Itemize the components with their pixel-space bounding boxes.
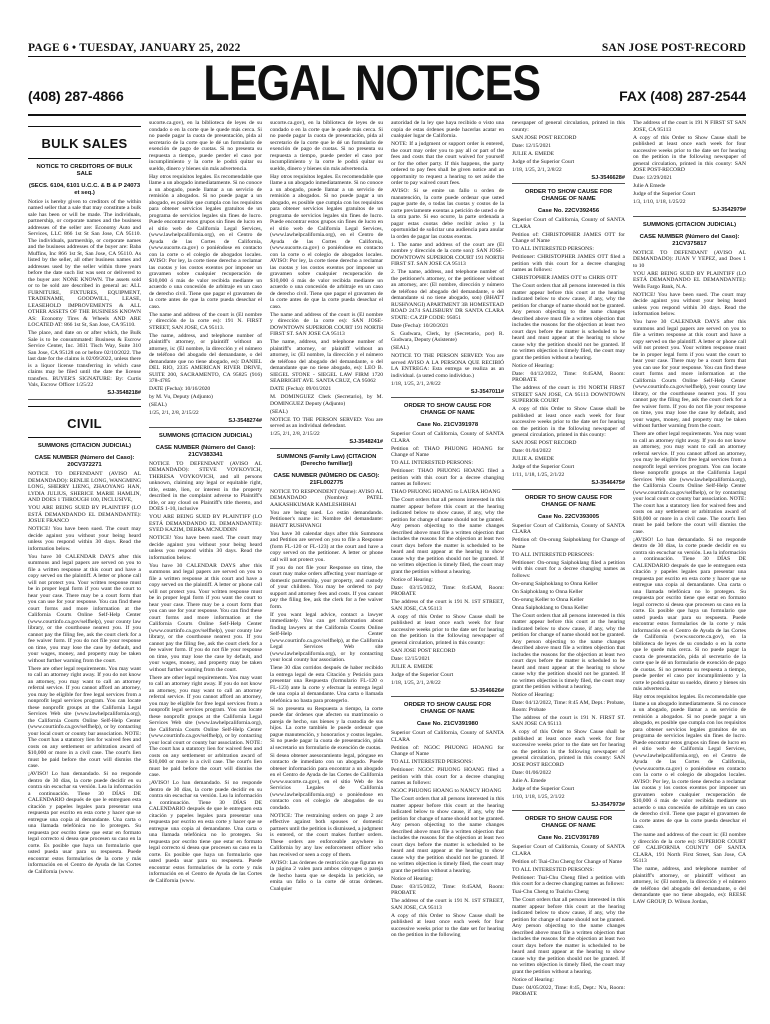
notice-paragraph: Judge of the Superior Court [512, 464, 575, 470]
notice-paragraph: Date: 01/06/2022 [512, 769, 551, 776]
notice-paragraph: TO ALL INTERESTED PERSONS: [391, 460, 473, 466]
notice-paragraph: A copy of this Order to Show Cause shall be published at least once each week for four successive weeks prior to the date set for hearing on the petition in the following [391, 912, 504, 938]
notice-paragraph: The Court orders that all persons interested in this matter appear before this court at the hearing indicated below to show cause, if any, why the petition for change of name should not be granted. Any person objecting to the name changes described above must file a written objection that includes the reasons for the objection at least two court days before the matter is scheduled to be heard and must appear at the hearing to show cause why the petition should not be granted. If no written objection is timely filed, the court may grant the petition without a hearing. [512, 612, 625, 690]
notice-paragraph: Date: 03/15/2022, Time: 8:45AM, Room: PROBATE [391, 584, 504, 597]
notice-paragraph: NOTICE! You have been sued. The court may decide against you without your being heard unless you respond within 30 days. Read the information below. [633, 291, 746, 317]
notice-column-1 [28, 120, 141, 1008]
notice-paragraph: (SEAL) [391, 345, 409, 351]
notice-paragraph: Superior Court of California, County of SANTA CLARA [512, 522, 625, 535]
notice-reference-number: SJ-3547973# [591, 801, 625, 808]
notice-paragraph: SAN JOSE POST RECORD [391, 647, 456, 654]
notice-paragraph: 1/18, 1/25, 2/1, 2/8/22 [512, 166, 562, 173]
section-rule [28, 126, 141, 127]
notice-reference-number: SJ-3546475# [591, 480, 625, 486]
notice-divider [512, 489, 625, 490]
notice-column-4 [391, 120, 504, 1008]
notice-paragraph: You have 30 CALENDAR DAYS after this summons and legal papers are served on you to file a written response at this court and have a copy served on the plaintiff. A letter or phone call will not protect you. Your written response must be in proper legal form if you want the court to hear your case. There may be a court form that you can use for your response. You can find these court forms and more information at the California Courts Online Self-Help Center (www.courtinfo.ca.gov/selfhelp), your county law library, or the courthouse nearest you. If you cannot pay the filing fee, ask the court clerk for a fee waiver form. If you do not file your response on time, you may lose the case by default, and your wages, money, and property may be taken without further warning from the court. [149, 562, 262, 673]
notice-paragraph: On Saiphoklang to Onna Keller [512, 588, 583, 595]
notice-paragraph: JULIE A. EMEDE [512, 150, 555, 157]
notice-paragraph: Judge of the Superior Court [391, 671, 454, 678]
notice-paragraph: The name, address, and telephone number of plaintiff's attorney, or plaintiff without an attorney, is: (El nombre, la dirección y el número de teléfono del abogado del demandante, o del demandante que no tiene abogado, es): LEO B. SIEGEL STONE - SIEGEL LAW FIRM 1720 SEABRIGHT AVE. SANTA CRUZ, CA 95062 [270, 339, 383, 384]
notice-paragraph: You have 30 CALENDAR DAYS after this summons and legal papers are served on you to file a written response at this court and have a copy served on the plaintiff. A letter or phone call will not protect you. Your written response must be in proper legal form if you want the court to hear your case. There may be a court form that you can use for your response. You can find these court forms and more information at the California Courts Online Self-Help Center (www.courtinfo.ca.gov/selfhelp), your county law library, or the courthouse nearest you. If you cannot pay the filing fee, ask the court clerk for a fee waiver form. If you do not file your response on time, you may lose the case by default, and your wages, money, and property may be taken without further warning from the court. [28, 553, 141, 664]
phone-number: (408) 287-4866 [28, 88, 124, 104]
notice-column-2 [149, 120, 262, 1008]
notice-paragraph: Hay otros requisitos legales. Es recomendable que llame a un abogado inmediatamente. Si no conoce a un abogado, puede llamar a un servicio de remisión a abogados. Si no puede pagar a un abogado, es posible que cumpla con los requisitos para obtener servicios legales gratuitos de un programa de servicios legales sin fines de lucro. Puede encontrar estos grupos sin fines de lucro en el sitio web de California Legal Services, (www.lawhelpcalifornia.org), en el Centro de Ayuda de las Cortes de California, (www.sucorte.ca.gov) o poniéndose en contacto con la corte o el colegio de abogados locales. AVISO: Por ley, la corte tiene derecho a reclamar las cuotas y los costos exentos por imponer un gravamen sobre cualquier recuperación de $10,000 ó más de valor recibida mediante un acuerdo o una concesión de arbitraje en un caso de derecho civil. Tiene que pagar el gravamen de la corte antes de que la corte pueda desechar el caso. [149, 173, 262, 310]
notice-reference-number: SJ-3547011# [470, 388, 504, 395]
notice-paragraph: Tsai-Chu Cheng to Tsaichu Cheng [512, 889, 589, 895]
page-header [28, 36, 746, 57]
banner-rule [28, 114, 746, 116]
notice-paragraph: The address of the court is 191 N. FIRST ST. SAN JOSE CA 95113 [512, 714, 625, 727]
notice-paragraph: The address of the court is 191 N. 1ST STREET, SAN JOSE, CA 95113 [391, 599, 504, 612]
notice-paragraph: NOTICE TO DEFENDANT (AVISO AL DEMANDADO): STEVE VOYKOVICH, THERESA VOYKOVICH, and all persons unknown, claiming any legal or equitable right, title, estate, lien, or interest in the property described in the complaint adverse to Plaintiff's title, or any cloud on Plaintiff's title thereto, and DOES 1-10, inclusive [149, 460, 262, 512]
notice-paragraph: The Court orders that all persons interested in this matter appear before this court at the hearing indicated below to show cause, if any, why the petition for change of name should not be granted. Any person objecting to the name changes described above must file a written objection that includes the reasons for the objection at least two court days before the matter is scheduled to be heard and must appear at the hearing to show cause why the petition should not be granted. If no written objection is timely filed, the court may grant the petition without a hearing. [391, 796, 504, 874]
notice-paragraph: DATE (Fecha): 10/16/2020 [149, 386, 211, 392]
notice-paragraph: 1/3, 1/10, 1/18, 1/25/22 [633, 199, 686, 205]
notice-reference-number: SJ-3548274# [228, 418, 262, 424]
notice-paragraph: Petition of: Tsai-Chu Cheng for Change of Name [512, 858, 622, 865]
notice-paragraph: Julie A. Emede [512, 777, 547, 784]
notice-paragraph: S. Gudwara, Clerk, by (Secretario, por) R. Gudwara, Deputy (Asistente) [391, 330, 504, 343]
notice-paragraph: Hay otros requisitos legales. Es recomendable que llame a un abogado inmediatamente. Si no conoce a un abogado, puede llamar a un servicio de remisión a abogados. Si no puede pagar a un abogado, es posible que cumpla con los requisitos para obtener servicios legales gratuitos de un programa de servicios legales sin fines de lucro. Puede encontrar estos grupos sin fines de lucro en el sitio web de California Legal Services, (www.lawhelpcalifornia.org), en el Centro de Ayuda de las Cortes de California, (www.sucorte.ca.gov) o poniéndose en contacto con la corte o el colegio de abogados locales. AVISO: Por ley, la corte tiene derecho a reclamar las cuotas y los costos exentos por imponer un gravamen sobre cualquier recuperación de $10,000 ó más de valor recibida mediante un acuerdo o una concesión de arbitraje en un caso de derecho civil. Tiene que pagar el gravamen de la corte antes de que la corte pueda desechar el caso. [270, 173, 383, 310]
notice-paragraph: 2. The name, address, and telephone number of the petitioner's attorney, or the petitioner without an attorney, are: (El nombre, dirección y número de teléfono del abogado del demandante, o del demandante si no tiene abogado, son) (BHATT RUSHVANGI) APARTMENT 3B HOMESTEAD ROAD 2474 SALISBURY DR SANTA CLARA STATE: CA ZIP CODE: 95051 [391, 269, 504, 321]
notice-paragraph: Julie A Emede [633, 183, 666, 189]
notice-paragraph: 1/18, 1/25, 2/1, 2/8/22 [391, 380, 441, 387]
notice-reference-number: SJ-3548218# [107, 390, 141, 396]
notice-divider [512, 183, 625, 184]
section-rule [28, 437, 141, 438]
notice-paragraph: Petitioner: Tsai-Chu Cheng filed a petition with this court for a decree changing names as follows: [512, 874, 625, 887]
notice-paragraph: JULIE A. EMEDE [391, 663, 434, 670]
notice-paragraph: by M. Vu, Deputy (Adjunto) [149, 394, 213, 400]
notice-reference-number: SJ-3548241# [349, 439, 383, 445]
notice-divider [270, 448, 383, 449]
notice-reference-number: SJ-3546626# [470, 687, 504, 694]
notice-paragraph: 1. The name and address of the court are (El nombre y dirección de la corte son): SAN JOSE-DOWNTOWN SUPERIOR COURT 191 NORTH FIRST ST. SAN JOSE CA 95113 [391, 241, 504, 267]
notice-paragraph: NOTE: If a judgment or support order is entered, the court may order you to pay all or part of the fees and costs that the court waived for yourself or for the other party. If this happens, the party ordered to pay fees shall be given notice and an opportunity to request a hearing to set aside the order to pay waived court fees. [391, 141, 504, 186]
notice-paragraph: DATE (Fecha): 09/01/2021 [270, 386, 332, 392]
notice-paragraph: A copy of this Order to Show Cause shall be published at least once each week for four successive weeks prior to the date set for hearing on the petition in the following newspaper of general circulation, printed in this county: SAN JOSE POST RECORD [512, 729, 625, 768]
notice-divider [149, 427, 262, 428]
section-rule [28, 406, 141, 407]
notice-paragraph: sucorte.ca.gov), en la biblioteca de leyes de su condado o en la corte que le quede más cerca. Si no puede pagar la cuota de presentación, pida al secretario de la corte que le dé un formulario de exención de pago de cuotas. Si no presenta su respuesta a tiempo, puede perder el caso por incumplimiento y la corte le podrá quitar su sueldo, dinero y bienes sin más advertencia. [149, 120, 262, 172]
notice-paragraph: A copy of this Order to Show Cause shall be published at least once each week for four successive weeks prior to the date set for hearing on the petition in the following newspaper of general circulation, printed in this county: [512, 406, 625, 438]
notice-heading: Case No. 21CV391789 [537, 835, 600, 841]
notice-paragraph: A copy of this Order to Show Cause shall be published at least once each week for four successive weeks prior to the date set for hearing on the petition in the following newspaper of general circulation, printed in this county: SAN JOSE POST-RECORD [633, 134, 746, 173]
notice-columns [28, 120, 746, 1008]
notice-paragraph: 1/10, 1/18, 1/25, 2/1/22 [512, 793, 565, 800]
section-title: CIVIL [67, 415, 102, 431]
notice-paragraph: If you do not file your Response on time, the court may make orders affecting your marriage or domestic partnership, your property, and custody of your children. You may be ordered to pay support and attorney fees and costs. If you cannot pay the filing fee, ask the clerk for a fee waiver form. [270, 564, 383, 610]
notice-paragraph: Petitioner: On-orung Saiphoklang filed a petition with this court for a decree changing names as follows: [512, 559, 625, 579]
notice-paragraph: AVISO: Si se emite un fallo u orden de manutención, la corte puede ordenar que usted pague parte de, o todas las cuotas y costos de la corte previamente exentas a petición de usted o de la otra parte. Si eso ocurre, la parte ordenada a pagar estas cuotas debe recibir aviso y la oportunidad de solicitar una audiencia para anular la orden de pagar las cuotas exentas. [391, 188, 504, 240]
notice-paragraph: The Court orders that all persons interested in this matter appear before this court at the hearing indicated below to show cause, if any, why the petition for change of name should not be granted. Any person objecting to the name changes described above must file a written objection that includes the reasons for the objection at least two court days before the matter is scheduled to be heard and must appear at the hearing to show cause why the petition should not be granted. If no written objection is timely filed, the court may grant the petition without a hearing. [512, 897, 625, 975]
notice-paragraph: Si no presenta su Respuesta a tiempo, la corte puede dar órdenes que afecten su matrimonio o pareja de hecho, sus bienes y la custodia de sus hijos. La corte también le puede ordenar que pague manutención, y honorarios y costos legales. Si no puede pagar la cuota de presentación, pida al secretario un formulario de exención de cuotas. [270, 705, 383, 751]
notice-paragraph: You have 30 calendar days after this Summons and Petition are served on you to file a Response (form FL-120 or FL-123) at the court and have a copy served on the petitioner. A letter or phone call will not protect you. [270, 530, 383, 563]
notice-paragraph: Date: 12/15/2021 [391, 655, 430, 662]
notice-paragraph: Notice of Hearing: [512, 692, 554, 698]
notice-heading: Case No. 21CV391980 [416, 721, 479, 727]
notice-reference-number: SJ-3542979# [712, 207, 746, 213]
legal-notices-banner [28, 55, 746, 111]
notice-paragraph: TO ALL INTERESTED PERSONS: [512, 246, 594, 252]
notice-paragraph: NOTICE: The restraining orders on page 2 are effective against both spouses or domestic partners until the petition is dismissed, a judgment is entered, or the court makes further orders. These orders are enforceable anywhere in California by any law enforcement officer who has received or seen a copy of them. [270, 812, 383, 858]
notice-heading: ORDER TO SHOW CAUSE FOR CHANGE OF NAME [403, 702, 492, 715]
notice-heading: SUMMONS (CITACION JUDICIAL) [37, 443, 132, 449]
notice-paragraph: If you want legal advice, contact a lawyer immediately. You can get information about finding lawyers at the California Courts Online Self-Help Center (www.courtinfo.ca.gov/selfhelp), at the California Legal Services Web site (www.lawhelpcalifornia.org), or by contacting your local county bar association. [270, 611, 383, 663]
notice-paragraph: Date: 04/12/2022, Time: 8:45AM, Room: PROBATE [512, 370, 625, 383]
notice-paragraph: Notice of Hearing: [512, 362, 554, 369]
notice-paragraph: Superior Court of California, County of SANTA CLARA [512, 844, 625, 857]
notice-paragraph: Petition of: THAO PHUONG HOANG for Change of Name [391, 445, 504, 458]
notice-paragraph: Notice is hereby given to creditors of the within named seller that a sale that may constitute a bulk sale has been or will be made. The individuals, partnership, or corporate names and the business addresses of the seller are: Economy Auto and Services, LLC 866 1st St San Jose, CA 95110. The individuals, partnership, or corporate names and the business addresses of the buyer are: Baba Muffins, Inc 866 1st St, San Jose, CA 95110. As listed by the seller, all other business names and addresses used by the seller within three years before the date such list was sent or delivered to the buyer are: NONE KNOWN. The assets sold or to be sold are described in general as: ALL FURNITURE, FIXTURES, EQUIPMENT, TRADENAME, GOODWILL, LEASE, LEASEHOLD IMPROVEMENTS & ALL OTHER ASSETS OF THE BUSINESS KNOWN AS: Economy Tires & Wheels AND ARE LOCATED AT: 866 1st St, San Jose, CA 95110. [28, 198, 141, 328]
notice-heading: CASE NUMBER (NÚMERO DE CASO): 21FL002775 [273, 472, 380, 486]
notice-paragraph: There are other legal requirements. You may want to call an attorney right away. If you do not know an attorney, you may want to call an attorney referral service. If you cannot afford an attorney, you may be eligible for free legal services from a nonprofit legal services program. You can locate these nonprofit groups at the California Legal Services Web site (www.lawhelpcalifornia.org), the California Courts Online Self-Help Center (www.courtinfo.ca.gov/selfhelp), or by contacting your local court or county bar association. NOTE: The court has a statutory lien for waived fees and costs on any settlement or arbitration award of $10,000 or more in a civil case. The court's lien must be paid before the court will dismiss the case. [633, 431, 746, 535]
notice-heading: ORDER TO SHOW CAUSE FOR CHANGE OF NAME [403, 403, 492, 416]
notice-paragraph: sucorte.ca.gov), en la biblioteca de leyes de su condado o en la corte que le quede más cerca. Si no puede pagar la cuota de presentación, pida al secretario de la corte que le dé un formulario de exención de pago de cuotas. Si no presenta su respuesta a tiempo, puede perder el caso por incumplimiento y la corte le podrá quitar su sueldo, dinero y bienes sin más advertencia. [270, 120, 383, 172]
notice-heading: ORDER TO SHOW CAUSE FOR CHANGE OF NAME [524, 189, 613, 202]
notice-paragraph: Petition of: CHRISTOPHER JAMES OTT for Change of Name [512, 231, 625, 244]
notice-paragraph: Date: 03/15/2022, Time: 8:45AM, Room: PROBATE [391, 883, 504, 896]
notice-heading: (SECS. 6104, 6101 U.C.C. & B & P 24073 et seq.) [28, 182, 141, 196]
notice-heading: ORDER TO SHOW CAUSE FOR CHANGE OF NAME [524, 494, 613, 508]
notice-paragraph: CHRISTOPHER JAMES OTT to CHRIS OTT [512, 275, 618, 281]
notice-paragraph: Superior Court of California, County of SANTA CLARA [391, 730, 504, 743]
page-title: LEGAL NOTICES [203, 55, 540, 111]
notice-paragraph: Superior Court of California, County of SANTA CLARA [391, 431, 504, 444]
notice-paragraph: NOTICE TO RESPONDENT (Name): AVISO AL DEMANDADO (Nombre): PATEL AAKASHKUMAR KAMLESHBHAI [270, 488, 383, 508]
notice-paragraph: TO ALL INTERESTED PERSONS: [391, 759, 473, 765]
notice-paragraph: You are being sued. Lo están demandando. Petitioner's name is: Nombre del demandante: BHATT RUSHVANGI [270, 509, 383, 529]
section-title: BULK SALES [41, 136, 128, 151]
notice-paragraph: Date: 04/12/2022, Time: 8:45 AM, Dept.: Probate, Room: Probate [512, 700, 625, 713]
notice-heading: NOTICE TO CREDITORS OF BULK SALE [36, 163, 133, 177]
notice-paragraph: The address of the court is 191 NORTH FIRST STREET SAN JOSE, CA 95113 DOWNTOWN SUPERIOR COURT [512, 385, 625, 404]
notice-paragraph: There are other legal requirements. You may want to call an attorney right away. If you do not know an attorney, you may want to call an attorney referral service. If you cannot afford an attorney, you may be eligible for free legal services from a nonprofit legal services program. You can locate these nonprofit groups at the California Legal Services Web site (www.lawhelpcalifornia.org), the California Courts Online Self-Help Center (www.courtinfo.ca.gov/selfhelp), or by contacting your local court or county bar association. NOTE: The court has a statutory lien for waived fees and costs on any settlement or arbitration award of $10,000 or more in a civil case. The court's lien must be paid before the court will dismiss the case. [149, 674, 262, 778]
notice-paragraph: TO ALL INTERESTED PERSONS: [512, 866, 594, 873]
notice-paragraph: Onna Saiphoklang to Onna Keller [512, 604, 589, 611]
notice-paragraph: The Court orders that all persons interested in this matter appear before this court at the hearing indicated below to show cause, if any, why the petition for change of name should not be granted. Any person objecting to the name changes described above must file a written objection that includes the reasons for the objection at least two court days before the matter is scheduled to be heard and must appear at the hearing to show cause why the petition should not be granted. If no written objection is timely filed, the court may grant the petition without a hearing. [391, 497, 504, 575]
section-rule [28, 158, 141, 159]
notice-heading: Case No. 22CV393005 [537, 513, 600, 520]
notice-paragraph: The place, and date on or after which, the Bulk Sale is to be consummated: Business & Escrow Service Center, Inc. 3031 Tisch Way, Suite 310 San Jose, CA 95128 on or before 02/10/2022. The last date for the claims is 02/09/2022, unless there is a liquor license transferring in which case claims may be filed until the date the license transfers. BUYER'S SIGNATURE: By: Curtis Vals, Escrow Officer 1/25/22 [28, 330, 141, 388]
notice-paragraph: Judge of the Superior Court [512, 158, 575, 165]
notice-paragraph: Judge of the Superior Court [512, 785, 575, 792]
notice-column-6 [633, 120, 746, 1008]
notice-paragraph: Date: 12/15/2021 [512, 142, 551, 149]
notice-paragraph: You have 30 CALENDAR DAYS after this summons and legal papers are served on you to file a written response at this court and have a copy served on the plaintiff. A letter or phone call will not protect you. Your written response must be in proper legal form if you want the court to hear your case. There may be a court form that you can use for your response. You can find these court forms and more information at the California Courts Online Self-Help Center (www.courtinfo.ca.gov/selfhelp), your county law library, or the courthouse nearest you. If you cannot pay the filing fee, ask the court clerk for a fee waiver form. If you do not file your response on time, you may lose the case by default, and your wages, money, and property may be taken without further warning from the court. [633, 319, 746, 429]
notice-paragraph: Petition of: On-orung Saiphoklang for Change of Name [512, 537, 625, 550]
notice-divider [391, 397, 504, 398]
notice-paragraph: NOTICE TO THE PERSON SERVED: You are served as an individual defendant. [270, 416, 383, 429]
notice-column-5 [512, 120, 625, 1008]
notice-paragraph: NOTICE TO DEFENDANT (AVISO AL DEMANDADO): RENLIE LONG, WANGMING LONG, SHERRY LIENG, ZHAOYANG HAN, LYDIA JULIUS, SHERICE MARIE HAMLIN, AND DOES 1 THROUGH 100, INCLUSIVE, [28, 471, 141, 503]
notice-paragraph: Notice of Hearing: [391, 576, 433, 583]
notice-paragraph: Tiene 30 días corridos después de haber recibido la entrega legal de esta Citación y Petición para presentar una Respuesta (formulario FL-120 o FL-123) ante la corte y efectuar la entrega legal de una copia al demandante. Una carta o llamada telefónica no basta para protegerlo. [270, 665, 383, 704]
notice-paragraph: M. DOMINGUEZ Clerk (Secretario), by M. DOMINGUEZ Deputy (Adjunto) [270, 394, 383, 407]
notice-paragraph: ¡AVISO! Lo han demandado. Si no responde dentro de 30 días, la corte puede decidir en su contra sin escuchar su versión. Lea la información a continuación. Tiene 30 DÍAS DE CALENDARIO después de que le entreguen esta citación y papeles legales para presentar una respuesta por escrito en esta corte y hacer que se entregue una copia al demandante. Una carta o una llamada telefónica no lo protegen. Su respuesta por escrito tiene que estar en formato legal correcto si desea que procesen su caso en la corte. Es posible que haya un formulario que usted pueda usar para su respuesta. Puede encontrar estos formularios de la corte y más información en el Centro de Ayuda de las Cortes de California (www.sucorte.ca.gov), en la biblioteca de leyes de su condado o en la corte que le quede más cerca. Si no puede pagar la cuota de presentación, pida al secretario de la corte que le dé un formulario de exención de pago de cuotas. Si no presenta su respuesta a tiempo, puede perder el caso por incumplimiento y la corte le podrá quitar su sueldo, dinero y bienes sin más advertencia. [633, 536, 746, 692]
notice-paragraph: The address of the court is 191 N FIRST ST SAN JOSE, CA 95113 [633, 120, 746, 133]
notice-paragraph: autoridad de la ley que haya recibido o visto una copia de estas órdenes puede hacerlas acatar en cualquier lugar de California. [391, 120, 504, 139]
notice-divider [28, 399, 141, 400]
notice-paragraph: 1/11, 1/18, 1/25, 2/1/22 [512, 472, 565, 478]
notice-paragraph: THAO PHUONG HOANG to LAURA HOANG [391, 489, 501, 495]
notice-paragraph: The address of the court is 191 N. 1ST STREET, SAN JOSE, CA 95113 [391, 898, 504, 911]
notice-divider [391, 696, 504, 697]
notice-paragraph: SAN JOSE POST RECORD [512, 134, 577, 141]
notice-paragraph: NOTICE TO THE PERSON SERVED: You are served AVISO A LA PERSONA QUE RECIBIÓ LA ENTREGA: Esta entrega se realiza as an individual. (a usted como individuo.) [391, 353, 504, 379]
paper-name: SAN JOSE POST-RECORD [601, 42, 746, 54]
page-date-line: PAGE 6 • TUESDAY, JANUARY 25, 2022 [28, 42, 241, 54]
notice-paragraph: 1/18, 1/25, 2/1, 2/8/22 [391, 679, 441, 686]
notice-paragraph: SAN JOSE POST RECORD [512, 440, 577, 446]
notice-heading: CASE NUMBER (Número del Caso): 21CV375817 [639, 233, 740, 247]
notice-paragraph: Petitioner: CHRISTOPHER JAMES OTT filed a petition with this court for a decree changing names as follows: [512, 254, 625, 273]
notice-paragraph: ¡AVISO! Lo han demandado. Si no responde dentro de 30 días, la corte puede decidir en su contra sin escuchar su versión. Lea la información a continuación. Tiene 30 DÍAS DE CALENDARIO después de que le entreguen esta citación y papeles legales para presentar una respuesta por escrito en esta corte y hacer que se entregue una copia al demandante. Una carta o una llamada telefónica no lo protegen. Su respuesta por escrito tiene que estar en formato legal correcto si desea que procesen su caso en la corte. Es posible que haya un formulario que usted pueda usar para su respuesta. Puede encontrar estos formularios de la corte y más información en el Centro de Ayuda de las Cortes de California (www. [149, 780, 262, 884]
notice-paragraph: On-orung Saiphoklang to Onna Keller [512, 580, 598, 587]
notice-paragraph: (SEAL) [149, 402, 167, 408]
notice-paragraph: NOTICE! You have been sued. The court may decide against you without your being heard unless you respond within 30 days. Read the information below. [149, 535, 262, 561]
notice-paragraph: Date (Fecha): 10/20/2021 [391, 322, 449, 329]
notice-paragraph: NOTICE TO DEFENDANT (AVISO AL DEMANDADO): JUAN V YEPEZ, and Does 1 to 10 [633, 249, 746, 269]
notice-paragraph: 1/25, 2/1, 2/8, 2/15/22 [270, 431, 320, 437]
notice-paragraph: Petitioner: THAO PHUONG HOANG filed a petition with this court for a decree changing names as follows: [391, 468, 504, 487]
notice-paragraph: AVISO: Las órdenes de restricción que figuran en la página 2 valen para ambos cónyuges o pareja de hecho hasta que se despida la petición, se emita un fallo o la corte dé otras órdenes. Cualquier [270, 859, 383, 892]
notice-paragraph: Judge of the Superior Court [633, 191, 696, 197]
notice-paragraph: The name and address of the court is: (El nombre y dirección de la corte es): SUPERIOR COURT OF CALIFORNIA COUNTY OF SANTA CLARA, 191 North First Street, San Jose, CA 95113 [633, 832, 746, 864]
notice-heading: CASE NUMBER (Número del Caso): 20CV372271 [34, 455, 135, 468]
notice-paragraph: JULIE A. EMEDE [512, 456, 555, 462]
notice-heading: Case No. 21CV391978 [416, 422, 479, 428]
notice-paragraph: NOTICE! You have been sued. The court may decide against you without your being heard unless you respond within 30 days. Read the information below. [28, 526, 141, 552]
notice-reference-number: SJ-3546628# [591, 174, 625, 181]
notice-paragraph: The name, address, and telephone number of plaintiff's attorney, or plaintiff without an attorney, is: (El nombre, la dirección y el número de teléfono del abogado del demandante, o del demandante que no tiene abogado, es): DANIEL DEL RIO, 2335 AMERICAN RIVER DRIVE, SUITE 200, SACRAMENTO, CA 95825 (916) 378-4785 [149, 332, 262, 384]
notice-paragraph: Petition of: NGOC PHUONG HOANG for Change of Name [391, 744, 504, 757]
notice-paragraph: YOU ARE BEING SUED BY PLAINTIFF (LO ESTÁ DEMANDANDO EL DEMANDANTE): Wells Fargo Bank, N.A. [633, 270, 746, 290]
notice-paragraph: Date: 01/04/2022 [512, 448, 551, 454]
notice-paragraph: Notice of Hearing: [391, 875, 433, 882]
notice-heading: SUMMONS (CITACION JUDICIAL) [642, 221, 737, 228]
notice-paragraph: Superior Court of California, County of SANTA CLARA [512, 217, 625, 230]
notice-paragraph: Hay otros requisitos legales. Es recomendable que llame a un abogado inmediatamente. Si no conoce a un abogado, puede llamar a un servicio de remisión a abogados. Si no puede pagar a un abogado, es posible que cumpla con los requisitos para obtener servicios legales gratuitos de un programa de servicios legales sin fines de lucro. Puede encontrar estos grupos sin fines de lucro en el sitio web de California Legal Services, (www.lawhelpcalifornia.org), en el Centro de Ayuda de las Cortes de California, (www.sucorte.ca.gov) o poniéndose en contacto con la corte o el colegio de abogados locales. AVISO: Por ley, la corte tiene derecho a reclamar las cuotas y los costos exentos por imponer un gravamen sobre cualquier recuperación de $10,000 ó más de valor recibida mediante un acuerdo o una concesión de arbitraje en un caso de derecho civil. Tiene que pagar el gravamen de la corte antes de que la corte pueda desechar el caso. [633, 694, 746, 830]
notice-paragraph: A copy of this Order to Show Cause shall be published at least once each week for four successive weeks prior to the date set for hearing on the petition in the following newspaper of general circulation, printed in this county: [391, 613, 504, 646]
notice-paragraph: The Court orders that all persons interested in this matter appear before this court at the hearing indicated below to show cause, if any, why the petition for change of name should not be granted. Any person objecting to the name changes described above must file a written objection that includes the reasons for the objection at least two court days before the matter is scheduled to be heard and must appear at the hearing to show cause why the petition should not be granted. If no written objection is timely filed, the court may grant the petition without a hearing. [512, 283, 625, 361]
notice-paragraph: The name and address of the court is (El nombre y dirección de la corte es): 191 N. FIRST STREET, SAN JOSE, CA 95113. [149, 311, 262, 331]
notice-paragraph: There are other legal requirements. You may want to call an attorney right away. If you do not know an attorney, you may want to call an attorney referral service. If you cannot afford an attorney, you may be eligible for free legal services from a nonprofit legal services program. You can locate these nonprofit groups at the California Legal Services Web site (www.lawhelpcalifornia.org), the California Courts Online Self-Help Center (www.courtinfo.ca.gov/selfhelp), or by contacting your local court or county bar association. NOTE: The court has a statutory lien for waived fees and costs on any settlement or arbitration award of $10,000 or more in a civil case. The court's lien must be paid before the court will dismiss the case. [28, 665, 141, 769]
notice-paragraph: Date: 12/29/2021 [633, 175, 672, 181]
notice-paragraph: The name and address of the court is (El nombre y dirección de la corte es): SAN JOSE-DOWNTOWN SUPERIOR COURT 191 NORTH FIRST ST. SAN JOSE CA 95113 [270, 311, 383, 337]
notice-heading: ORDER TO SHOW CAUSE FOR CHANGE OF NAME [524, 816, 613, 829]
notice-paragraph: On-orung Keller to Onna Keller [512, 596, 584, 603]
notice-paragraph: Date: 04/05/2022, Time: 8:45, Dept.: N/a, Room: PROBATE [512, 984, 625, 997]
notice-paragraph: The name, address, and telephone number of plaintiff's attorney, or plaintiff without an attorney, is: (El nombre, la dirección y el número de teléfono del abogado del demandante, o del demandante que no tiene abogado, es): REESE LAW GROUP, D. Wilson Jordan, [633, 866, 746, 905]
notice-paragraph: newspaper of general circulation, printed in this county: [512, 120, 625, 133]
notice-paragraph: ¡AVISO! Lo han demandado. Si no responde dentro de 30 días, la corte puede decidir en su contra sin escuchar su versión. Lea la información a continuación. Tiene 30 DÍAS DE CALENDARIO después de que le entreguen esta citación y papeles legales para presentar una respuesta por escrito en esta corte y hacer que se entregue una copia al demandante. Una carta o una llamada telefónica no lo protegen. Su respuesta por escrito tiene que estar en formato legal correcto si desea que procesen su caso en la corte. Es posible que haya un formulario que usted pueda usar para su respuesta. Puede encontrar estos formularios de la corte y más información en el Centro de Ayuda de las Cortes de California (www. [28, 771, 141, 875]
notice-paragraph: YOU ARE BEING SUED BY PLAINTIFF (LO ESTÁ DEMANDANDO EL DEMANDANTE): SYED KAZIM, DEBRA MCNUDDIN [149, 514, 262, 533]
notice-divider [512, 810, 625, 811]
notice-heading: Case No. 22CV392456 [537, 208, 600, 214]
fax-number: FAX (408) 287-2544 [619, 88, 746, 104]
notice-heading: SUMMONS (CITACION JUDICIAL) [158, 432, 253, 439]
notice-column-3 [270, 120, 383, 1008]
notice-paragraph: Notice of Hearing: [512, 976, 554, 983]
notice-paragraph: Si desea obtener asesoramiento legal, póngase en contacto de inmediato con un abogado. Puede obtener información para encontrar a un abogado en el Centro de Ayuda de las Cortes de California (www.sucorte.ca.gov), en el sitio Web de los Servicios Legales de California (www.lawhelpcalifornia.org) o poniéndose en contacto con el colegio de abogados de su condado. [270, 752, 383, 811]
notice-paragraph: (SEAL) [270, 408, 288, 415]
notice-paragraph: 1/25, 2/1, 2/8, 2/15/22 [149, 410, 199, 416]
notice-divider [633, 216, 746, 217]
notice-heading: SUMMONS (Family Law) (CITACION (Derecho familiar)) [276, 453, 377, 467]
notice-heading: CASE NUMBER (Número del Caso): 21CV383341 [155, 444, 256, 458]
notice-paragraph: TO ALL INTERESTED PERSONS: [512, 551, 594, 558]
notice-paragraph: YOU ARE BEING SUED BY PLAINTIFF (LO ESTÁ DEMANDANDO EL DEMANDANTE): JOSUE FRANCO [28, 505, 141, 524]
notice-paragraph: NGOC PHUONG HOANG to NANCY HOANG [391, 788, 502, 794]
notice-paragraph: Petitioner: NGOC PHUONG HOANG filed a petition with this court for a decree changing names as follows: [391, 767, 504, 786]
